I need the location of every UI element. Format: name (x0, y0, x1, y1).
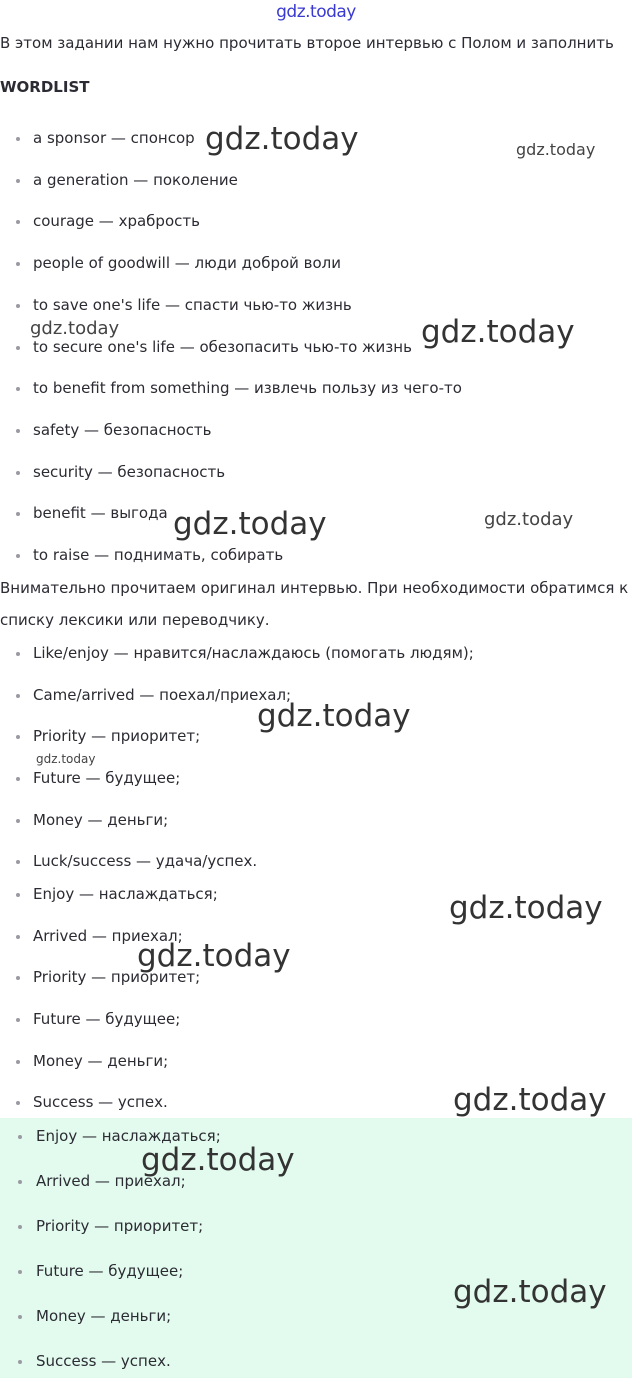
watermark: gdz.today (484, 509, 574, 530)
bullet-icon (18, 1225, 22, 1229)
bullet-icon (18, 1360, 22, 1364)
watermark: gdz.today (141, 1142, 295, 1178)
bullet-icon (16, 262, 20, 266)
watermark: gdz.today (453, 1082, 607, 1118)
site-logo[interactable]: gdz.today (276, 2, 356, 22)
bullet-icon (16, 819, 20, 823)
bullet-icon (16, 935, 20, 939)
bullet-icon (16, 860, 20, 864)
watermark: gdz.today (36, 752, 96, 766)
bullet-icon (16, 429, 20, 433)
watermark: gdz.today (516, 140, 596, 159)
watermark: gdz.today (449, 890, 603, 926)
bullet-icon (16, 1101, 20, 1105)
bullet-icon (18, 1135, 22, 1139)
paragraph-instruction-cont: списку лексики или переводчику. (0, 611, 270, 629)
watermark: gdz.today (421, 314, 575, 350)
bullet-icon (18, 1270, 22, 1274)
bullet-icon (18, 1180, 22, 1184)
bullet-icon (16, 777, 20, 781)
bullet-icon (16, 893, 20, 897)
watermark: gdz.today (137, 938, 291, 974)
answer-box: Enjoy — наслаждаться; Arrived — приехал; Priority — приоритет; Future — будущее; Money — деньги; Success — успех. (0, 1118, 632, 1378)
bullet-icon (16, 694, 20, 698)
bullet-icon (16, 179, 20, 183)
bullet-icon (16, 304, 20, 308)
bullet-icon (18, 1315, 22, 1319)
bullet-icon (16, 1060, 20, 1064)
bullet-icon (16, 735, 20, 739)
bullet-icon (16, 346, 20, 350)
bullet-icon (16, 471, 20, 475)
watermark: gdz.today (173, 506, 327, 542)
bullet-icon (16, 220, 20, 224)
watermark: gdz.today (30, 318, 120, 339)
bullet-icon (16, 652, 20, 656)
watermark: gdz.today (205, 121, 359, 157)
watermark: gdz.today (453, 1274, 607, 1310)
paragraph-instruction: Внимательно прочитаем оригинал интервью. При необходимости обратимся к (0, 579, 629, 597)
bullet-icon (16, 1018, 20, 1022)
bullet-icon (16, 137, 20, 141)
bullet-icon (16, 554, 20, 558)
bullet-icon (16, 387, 20, 391)
bullet-icon (16, 512, 20, 516)
wordlist-heading: WORDLIST (0, 78, 90, 96)
bullet-icon (16, 976, 20, 980)
watermark: gdz.today (257, 698, 411, 734)
intro-text: В этом задании нам нужно прочитать второе интервью с Полом и заполнить (0, 34, 614, 52)
